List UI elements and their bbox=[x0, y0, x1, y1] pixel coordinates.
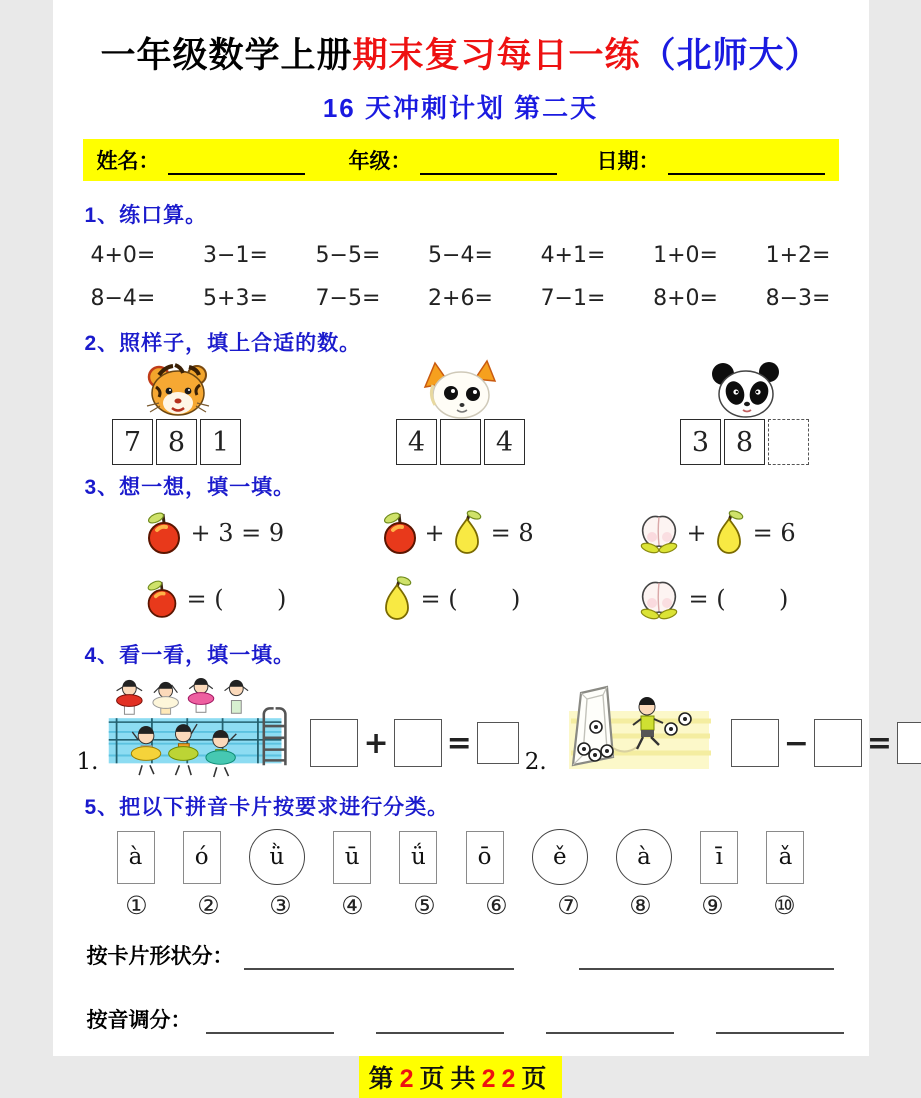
section4-heading: 4、看一看，填一填。 bbox=[84, 644, 296, 668]
classify-by-tone-line bbox=[87, 1004, 869, 1034]
answer-row-subtraction bbox=[731, 719, 921, 767]
footer-text: 页 bbox=[419, 1065, 451, 1094]
pinyin-letter: ǎ bbox=[778, 844, 793, 871]
number-box: 7 bbox=[112, 419, 153, 465]
circled-number: ⑧ bbox=[629, 891, 652, 921]
problem-2-label: 2. bbox=[524, 749, 547, 776]
oral-math-row-2 bbox=[91, 286, 831, 311]
pear-icon bbox=[381, 575, 413, 623]
equation-peach-plus-pear bbox=[637, 509, 837, 557]
total-page-number: 22 bbox=[481, 1065, 522, 1094]
tiger-box-row bbox=[111, 419, 243, 465]
title-publisher: （北师大） bbox=[640, 36, 821, 75]
page-title bbox=[53, 36, 869, 76]
panda-icon bbox=[697, 361, 793, 419]
apple-icon bbox=[145, 510, 183, 556]
circled-number: ⑥ bbox=[485, 891, 508, 921]
cat-icon bbox=[413, 361, 509, 419]
footer-text: 页 bbox=[521, 1065, 553, 1094]
date-blank-line bbox=[668, 151, 825, 175]
answer-box bbox=[394, 719, 442, 767]
peach-icon bbox=[637, 577, 681, 621]
pinyin-card bbox=[466, 831, 504, 884]
page-footer bbox=[53, 1056, 869, 1098]
pinyin-card bbox=[117, 831, 155, 884]
circled-number: ② bbox=[197, 891, 220, 921]
math-problem: 4+1= bbox=[540, 243, 606, 269]
equation-pear-value bbox=[381, 575, 637, 623]
number-box-empty bbox=[440, 419, 481, 465]
answer-box bbox=[731, 719, 779, 767]
cat-box-row bbox=[395, 419, 527, 465]
section3-heading: 3、想一想，填一填。 bbox=[84, 476, 296, 500]
pinyin-letter: ě bbox=[553, 844, 567, 871]
pinyin-letter: ū bbox=[344, 844, 360, 871]
soccer-picture bbox=[551, 681, 721, 781]
math-problem: 1+0= bbox=[653, 243, 718, 269]
info-bar bbox=[83, 139, 839, 181]
title-topic: 期末复习每日一练 bbox=[352, 36, 641, 75]
classify-by-shape-line bbox=[87, 940, 869, 970]
answer-box bbox=[814, 719, 862, 767]
oral-math-row-1 bbox=[91, 243, 831, 268]
picture-problem-1 bbox=[71, 675, 519, 781]
pinyin-letter: ō bbox=[477, 844, 492, 871]
equation-text: = ( ) bbox=[688, 585, 789, 614]
fruit-equations-row-2 bbox=[53, 575, 869, 623]
title-course: 一年级数学上册 bbox=[100, 36, 353, 75]
tone-answer-line bbox=[546, 1012, 674, 1034]
grade-label: 年级： bbox=[348, 150, 412, 174]
tone-answer-line bbox=[206, 1012, 334, 1034]
circled-number: ⑤ bbox=[413, 891, 436, 921]
answer-box bbox=[310, 719, 358, 767]
answer-box bbox=[897, 722, 921, 764]
tone-answer-line bbox=[376, 1012, 504, 1034]
circled-number: ④ bbox=[341, 891, 364, 921]
number-box: 4 bbox=[396, 419, 437, 465]
circled-number: ⑦ bbox=[557, 891, 580, 921]
pinyin-card bbox=[183, 831, 221, 884]
number-box: 3 bbox=[680, 419, 721, 465]
number-box: 4 bbox=[484, 419, 525, 465]
section5-heading: 5、把以下拼音卡片按要求进行分类。 bbox=[84, 796, 450, 820]
name-blank-line bbox=[168, 151, 305, 175]
swimming-pool-picture bbox=[102, 675, 300, 781]
section2-heading: 2、照样子，填上合适的数。 bbox=[84, 332, 362, 356]
math-problem: 7−5= bbox=[315, 286, 381, 312]
plus-sign: + bbox=[363, 725, 389, 761]
equation-text: = 6 bbox=[752, 519, 796, 548]
panda-box-row bbox=[679, 419, 811, 465]
page-number-badge bbox=[359, 1056, 563, 1098]
current-page-number: 2 bbox=[399, 1065, 420, 1094]
animal-group-cat bbox=[395, 361, 527, 465]
equals-sign: = bbox=[866, 725, 892, 761]
pinyin-letter: à bbox=[128, 844, 143, 871]
answer-row-addition bbox=[310, 719, 518, 767]
tone-answer-line bbox=[716, 1012, 844, 1034]
math-problem: 1+2= bbox=[765, 243, 831, 269]
shape-answer-line bbox=[579, 948, 834, 970]
animal-group-panda bbox=[679, 361, 811, 465]
apple-icon bbox=[145, 578, 179, 620]
equation-apple-plus-3 bbox=[145, 509, 381, 557]
minus-sign: − bbox=[783, 725, 809, 761]
circled-number: ⑨ bbox=[701, 891, 724, 921]
pinyin-card bbox=[399, 831, 437, 884]
peach-icon bbox=[637, 511, 681, 555]
number-box: 8 bbox=[156, 419, 197, 465]
grade-blank-line bbox=[420, 151, 557, 175]
math-problem: 4+0= bbox=[90, 243, 156, 269]
name-label: 姓名： bbox=[96, 150, 160, 174]
tone-classify-label: 按音调分： bbox=[86, 1009, 192, 1033]
shape-answer-line bbox=[244, 948, 514, 970]
math-problem: 3−1= bbox=[203, 243, 268, 269]
footer-text: 共 bbox=[450, 1065, 482, 1094]
pinyin-card bbox=[333, 831, 371, 884]
math-problem: 8−3= bbox=[765, 286, 831, 312]
plus-sign: + bbox=[424, 519, 445, 548]
pinyin-card-row bbox=[53, 829, 869, 885]
pinyin-card bbox=[532, 829, 588, 885]
circled-number: ③ bbox=[269, 891, 292, 921]
pinyin-card bbox=[700, 831, 738, 884]
math-problem: 2+6= bbox=[428, 286, 493, 312]
math-problem: 5−4= bbox=[428, 243, 493, 269]
equation-text: + 3 = 9 bbox=[190, 519, 285, 548]
tiger-icon bbox=[129, 361, 225, 419]
picture-problems bbox=[53, 675, 892, 781]
answer-box bbox=[477, 722, 519, 764]
pinyin-letter: ó bbox=[194, 844, 209, 871]
equation-apple-value bbox=[145, 575, 381, 623]
equation-peach-value bbox=[637, 575, 837, 623]
animal-group-tiger bbox=[111, 361, 243, 465]
equals-sign: = bbox=[446, 725, 472, 761]
pinyin-letter: ǘ bbox=[410, 844, 426, 871]
pinyin-letter: ǜ bbox=[269, 844, 285, 871]
equation-text: = 8 bbox=[490, 519, 534, 548]
apple-icon bbox=[381, 510, 419, 556]
animal-groups bbox=[53, 361, 869, 465]
math-problem: 5+3= bbox=[203, 286, 268, 312]
equation-apple-plus-pear bbox=[381, 509, 637, 557]
circled-number: ⑩ bbox=[773, 891, 796, 921]
math-problem: 8−4= bbox=[90, 286, 156, 312]
pinyin-letter: à bbox=[637, 844, 651, 871]
number-box: 8 bbox=[724, 419, 765, 465]
picture-problem-2 bbox=[519, 681, 921, 781]
plus-sign: + bbox=[686, 519, 707, 548]
equation-text: = ( ) bbox=[186, 585, 287, 614]
equation-text: = ( ) bbox=[420, 585, 521, 614]
fruit-equations-row-1 bbox=[53, 509, 869, 557]
footer-text: 第 bbox=[368, 1065, 400, 1094]
worksheet-page bbox=[53, 0, 892, 1094]
subtitle: 16 天冲刺计划 第二天 bbox=[322, 93, 599, 124]
pinyin-card bbox=[616, 829, 672, 885]
section1-heading: 1、练口算。 bbox=[84, 204, 208, 228]
pinyin-letter: ī bbox=[715, 844, 723, 871]
pinyin-card bbox=[766, 831, 804, 884]
problem-1-label: 1. bbox=[76, 749, 99, 776]
pinyin-card bbox=[249, 829, 305, 885]
pear-icon bbox=[713, 509, 745, 557]
card-numbers-row bbox=[53, 891, 869, 920]
number-box-empty bbox=[768, 419, 809, 465]
shape-classify-label: 按卡片形状分： bbox=[86, 945, 234, 969]
math-problem: 5−5= bbox=[315, 243, 381, 269]
math-problem: 7−1= bbox=[540, 286, 606, 312]
number-box: 1 bbox=[200, 419, 241, 465]
date-label: 日期： bbox=[596, 150, 660, 174]
circled-number: ① bbox=[125, 891, 148, 921]
pear-icon bbox=[451, 509, 483, 557]
math-problem: 8+0= bbox=[653, 286, 718, 312]
